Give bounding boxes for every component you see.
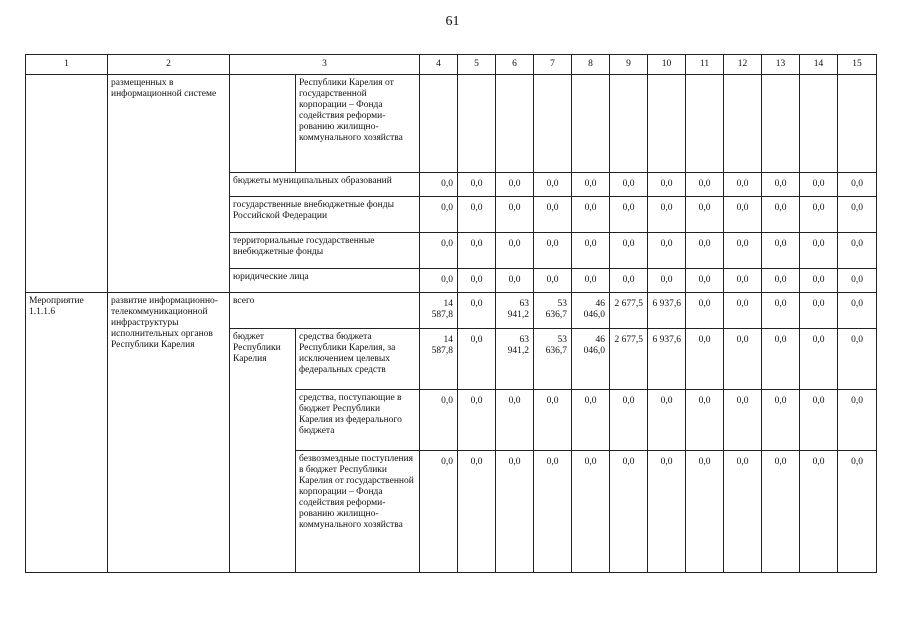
value-cell: 0,0 — [838, 173, 877, 197]
source-label: безвозмездные поступления в бюджет Республики Карелия от государственной корпорации – Фонда содействия реформи-рованию жилищно-коммунального хозяйства — [296, 451, 420, 573]
value-cell: 0,0 — [724, 293, 762, 329]
value-cell: 2 677,5 — [610, 293, 648, 329]
value-cell — [572, 75, 610, 173]
value-cell: 0,0 — [420, 451, 458, 573]
value-cell: 53 636,7 — [534, 293, 572, 329]
source-cell — [230, 75, 296, 173]
value-cell: 63 941,2 — [496, 293, 534, 329]
header-cell: 5 — [458, 55, 496, 75]
value-cell: 0,0 — [762, 233, 800, 269]
header-cell: 1 — [26, 55, 108, 75]
value-cell: 0,0 — [572, 173, 610, 197]
value-cell: 0,0 — [648, 269, 686, 293]
header-row — [26, 55, 877, 75]
table-row — [26, 75, 877, 173]
header-cell: 15 — [838, 55, 877, 75]
value-cell: 0,0 — [534, 390, 572, 451]
value-cell: 0,0 — [762, 197, 800, 233]
value-cell: 0,0 — [648, 233, 686, 269]
column-2-cell: размещенных в информационной системе — [108, 75, 230, 293]
value-cell — [762, 75, 800, 173]
header-cell: 4 — [420, 55, 458, 75]
source-description: Республики Карелия от государственной корпорации – Фонда содействия реформи-рованию жилищно-коммунального хозяйства — [296, 75, 420, 173]
value-cell: 0,0 — [610, 451, 648, 573]
value-cell — [534, 75, 572, 173]
value-cell: 0,0 — [458, 390, 496, 451]
source-label: юридические лица — [230, 269, 420, 293]
value-cell: 0,0 — [496, 269, 534, 293]
value-cell — [838, 75, 877, 173]
value-cell: 0,0 — [800, 269, 838, 293]
value-cell: 0,0 — [572, 451, 610, 573]
value-cell: 0,0 — [838, 233, 877, 269]
value-cell: 0,0 — [420, 173, 458, 197]
value-cell: 0,0 — [458, 233, 496, 269]
measure-name: развитие информационно-телекоммуникационной инфраструктуры исполнительных органов Республики Карелия — [108, 293, 230, 573]
header-cell: 12 — [724, 55, 762, 75]
value-cell: 0,0 — [534, 233, 572, 269]
value-cell: 0,0 — [534, 451, 572, 573]
value-cell: 0,0 — [648, 197, 686, 233]
value-cell: 0,0 — [762, 329, 800, 390]
value-cell: 0,0 — [534, 197, 572, 233]
value-cell: 0,0 — [838, 329, 877, 390]
value-cell: 0,0 — [610, 173, 648, 197]
header-cell: 14 — [800, 55, 838, 75]
value-cell: 0,0 — [762, 269, 800, 293]
budget-label: бюджет Республики Карелия — [230, 329, 296, 573]
value-cell: 0,0 — [496, 197, 534, 233]
value-cell: 0,0 — [572, 233, 610, 269]
value-cell: 0,0 — [648, 173, 686, 197]
value-cell: 0,0 — [534, 173, 572, 197]
value-cell: 0,0 — [420, 269, 458, 293]
value-cell: 0,0 — [686, 293, 724, 329]
value-cell: 0,0 — [762, 293, 800, 329]
value-cell: 0,0 — [838, 451, 877, 573]
value-cell: 0,0 — [458, 293, 496, 329]
value-cell: 0,0 — [648, 451, 686, 573]
value-cell: 53 636,7 — [534, 329, 572, 390]
value-cell: 0,0 — [610, 390, 648, 451]
value-cell: 14 587,8 — [420, 329, 458, 390]
value-cell: 0,0 — [724, 329, 762, 390]
value-cell: 0,0 — [800, 233, 838, 269]
value-cell: 0,0 — [724, 197, 762, 233]
value-cell: 0,0 — [800, 173, 838, 197]
value-cell: 0,0 — [686, 197, 724, 233]
value-cell: 0,0 — [610, 233, 648, 269]
value-cell — [724, 75, 762, 173]
value-cell: 0,0 — [686, 451, 724, 573]
value-cell: 0,0 — [572, 269, 610, 293]
value-cell: 0,0 — [724, 269, 762, 293]
value-cell: 0,0 — [762, 390, 800, 451]
budget-table — [25, 54, 877, 573]
value-cell — [648, 75, 686, 173]
header-cell: 10 — [648, 55, 686, 75]
header-cell: 11 — [686, 55, 724, 75]
value-cell: 0,0 — [724, 173, 762, 197]
value-cell: 0,0 — [800, 329, 838, 390]
value-cell: 0,0 — [458, 197, 496, 233]
value-cell: 0,0 — [572, 390, 610, 451]
value-cell: 0,0 — [762, 451, 800, 573]
value-cell — [610, 75, 648, 173]
source-label: государственные внебюджетные фонды Российской Федерации — [230, 197, 420, 233]
value-cell: 14 587,8 — [420, 293, 458, 329]
value-cell — [458, 75, 496, 173]
value-cell: 0,0 — [496, 451, 534, 573]
value-cell: 0,0 — [420, 233, 458, 269]
header-cell: 8 — [572, 55, 610, 75]
page-number: 61 — [445, 14, 460, 29]
value-cell: 0,0 — [762, 173, 800, 197]
value-cell: 0,0 — [686, 233, 724, 269]
value-cell: 0,0 — [458, 173, 496, 197]
value-cell: 63 941,2 — [496, 329, 534, 390]
source-label: средства, поступающие в бюджет Республики Карелия из федерального бюджета — [296, 390, 420, 451]
total-label: всего — [230, 293, 420, 329]
header-cell: 3 — [230, 55, 420, 75]
value-cell: 0,0 — [724, 233, 762, 269]
value-cell: 46 046,0 — [572, 329, 610, 390]
header-cell: 7 — [534, 55, 572, 75]
value-cell: 2 677,5 — [610, 329, 648, 390]
value-cell: 0,0 — [686, 173, 724, 197]
source-label: средства бюджета Республики Карелия, за исключением целевых федеральных средств — [296, 329, 420, 390]
source-label: бюджеты муниципальных образований — [230, 173, 420, 197]
header-cell: 6 — [496, 55, 534, 75]
value-cell: 0,0 — [838, 197, 877, 233]
value-cell: 0,0 — [420, 197, 458, 233]
value-cell: 0,0 — [610, 269, 648, 293]
header-cell: 9 — [610, 55, 648, 75]
value-cell: 0,0 — [496, 390, 534, 451]
value-cell — [800, 75, 838, 173]
value-cell: 0,0 — [724, 451, 762, 573]
value-cell: 6 937,6 — [648, 329, 686, 390]
header-cell: 2 — [108, 55, 230, 75]
value-cell: 0,0 — [458, 451, 496, 573]
value-cell: 6 937,6 — [648, 293, 686, 329]
value-cell: 0,0 — [838, 390, 877, 451]
value-cell: 0,0 — [420, 390, 458, 451]
value-cell: 0,0 — [686, 269, 724, 293]
value-cell: 0,0 — [648, 390, 686, 451]
measure-code: Мероприятие 1.1.1.6 — [26, 293, 108, 573]
value-cell: 0,0 — [800, 197, 838, 233]
value-cell: 0,0 — [686, 329, 724, 390]
value-cell: 0,0 — [686, 390, 724, 451]
value-cell: 0,0 — [800, 451, 838, 573]
value-cell: 0,0 — [838, 269, 877, 293]
header-cell: 13 — [762, 55, 800, 75]
value-cell: 0,0 — [724, 390, 762, 451]
value-cell: 0,0 — [458, 269, 496, 293]
value-cell: 0,0 — [838, 293, 877, 329]
table-row — [26, 293, 877, 329]
source-label: территориальные государственные внебюджетные фонды — [230, 233, 420, 269]
value-cell: 0,0 — [800, 390, 838, 451]
value-cell — [420, 75, 458, 173]
value-cell: 46 046,0 — [572, 293, 610, 329]
value-cell: 0,0 — [534, 269, 572, 293]
column-1-cell — [26, 75, 108, 293]
value-cell — [686, 75, 724, 173]
value-cell — [496, 75, 534, 173]
value-cell: 0,0 — [496, 233, 534, 269]
value-cell: 0,0 — [572, 197, 610, 233]
value-cell: 0,0 — [458, 329, 496, 390]
value-cell: 0,0 — [496, 173, 534, 197]
value-cell: 0,0 — [610, 197, 648, 233]
value-cell: 0,0 — [800, 293, 838, 329]
